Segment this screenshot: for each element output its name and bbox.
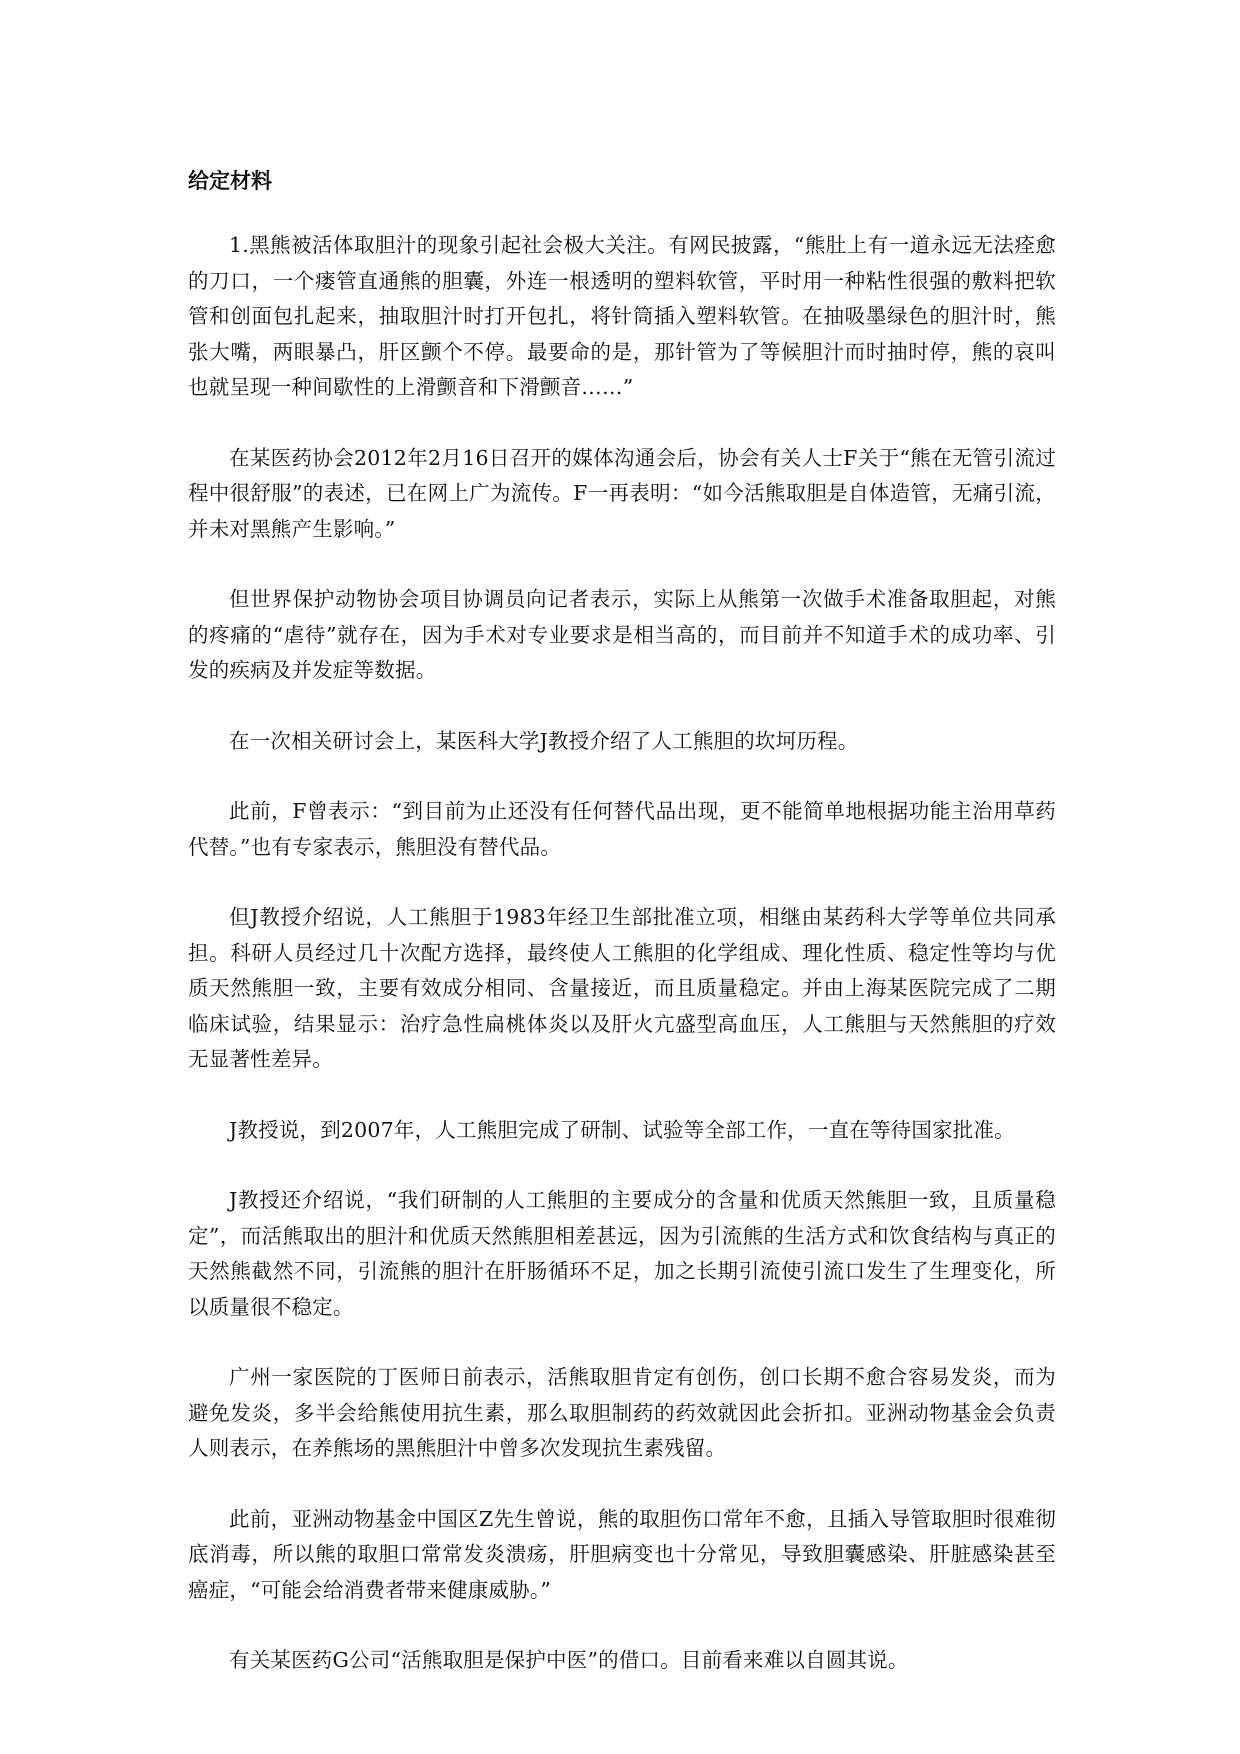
- paragraph-8: J教授还介绍说，“我们研制的人工熊胆的主要成分的含量和优质天然熊胆一致，且质量稳定”，而活熊取出的胆汁和优质天然熊胆相差甚远，因为引流熊的生活方式和饮食结构与真正的天然熊截然不同，引流熊的胆汁在肝肠循环不足，加之长期引流使引流口发生了生理变化，所以质量很不稳定。: [188, 1188, 1056, 1319]
- paragraph-3: 但世界保护动物协会项目协调员向记者表示，实际上从熊第一次做手术准备取胆起，对熊的疼痛的“虐待”就存在，因为手术对专业要求是相当高的，而目前并不知道手术的成功率、引发的疾病及并发症等数据。: [188, 587, 1056, 682]
- document-body: [188, 164, 1056, 1714]
- paragraph-1: 1.黑熊被活体取胆汁的现象引起社会极大关注。有网民披露，“熊肚上有一道永远无法痊愈的刀口，一个瘘管直通熊的胆囊，外连一根透明的塑料软管，平时用一种粘性很强的敷料把软管和创面包扎起来，抽取胆汁时打开包扎，将针筒插入塑料软管。在抽吸墨绿色的胆汁时，熊张大嘴，两眼暴凸，肝区颤个不停。最要命的是，那针管为了等候胆汁而时抽时停，熊的哀叫也就呈现一种间歇性的上滑颤音和下滑颤音……”: [188, 233, 1056, 399]
- paragraph-6: 但J教授介绍说，人工熊胆于1983年经卫生部批准立项，相继由某药科大学等单位共同承担。科研人员经过几十次配方选择，最终使人工熊胆的化学组成、理化性质、稳定性等均与优质天然熊胆一致，主要有效成分相同、含量接近，而且质量稳定。并由上海某医院完成了二期临床试验，结果显示：治疗急性扁桃体炎以及肝火亢盛型高血压，人工熊胆与天然熊胆的疗效无显著性差异。: [188, 905, 1056, 1071]
- paragraph-10: 此前，亚洲动物基金中国区Z先生曾说，熊的取胆伤口常年不愈，且插入导管取胆时很难彻底消毒，所以熊的取胆口常常发炎溃疡，肝胆病变也十分常见，导致胆囊感染、肝脏感染甚至癌症，“可能会给消费者带来健康威胁。”: [188, 1506, 1056, 1602]
- paragraph-2: 在某医药协会2012年2月16日召开的媒体沟通会后，协会有关人士F关于“熊在无管引流过程中很舒服”的表述，已在网上广为流传。F一再表明：“如今活熊取胆是自体造管，无痛引流，并未对黑熊产生影响。”: [188, 445, 1056, 541]
- paragraph-7: J教授说，到2007年，人工熊胆完成了研制、试验等全部工作，一直在等待国家批准。: [229, 1117, 1015, 1142]
- paragraph-4: 在一次相关研讨会上，某医科大学J教授介绍了人工熊胆的坎坷历程。: [229, 728, 859, 753]
- document-title: 给定材料: [188, 168, 272, 193]
- paragraph-11: 有关某医药G公司“活熊取胆是保护中医”的借口。目前看来难以自圆其说。: [229, 1648, 909, 1672]
- paragraph-9: 广州一家医院的丁医师日前表示，活熊取胆肯定有创伤，创口长期不愈合容易发炎，而为避免发炎，多半会给熊使用抗生素，那么取胆制药的药效就因此会折扣。亚洲动物基金会负责人则表示，在养熊场的黑熊胆汁中曾多次发现抗生素残留。: [188, 1365, 1056, 1460]
- paragraph-5: 此前，F曾表示：“到目前为止还没有任何替代品出现，更不能简单地根据功能主治用草药代替。”也有专家表示，熊胆没有替代品。: [188, 799, 1056, 859]
